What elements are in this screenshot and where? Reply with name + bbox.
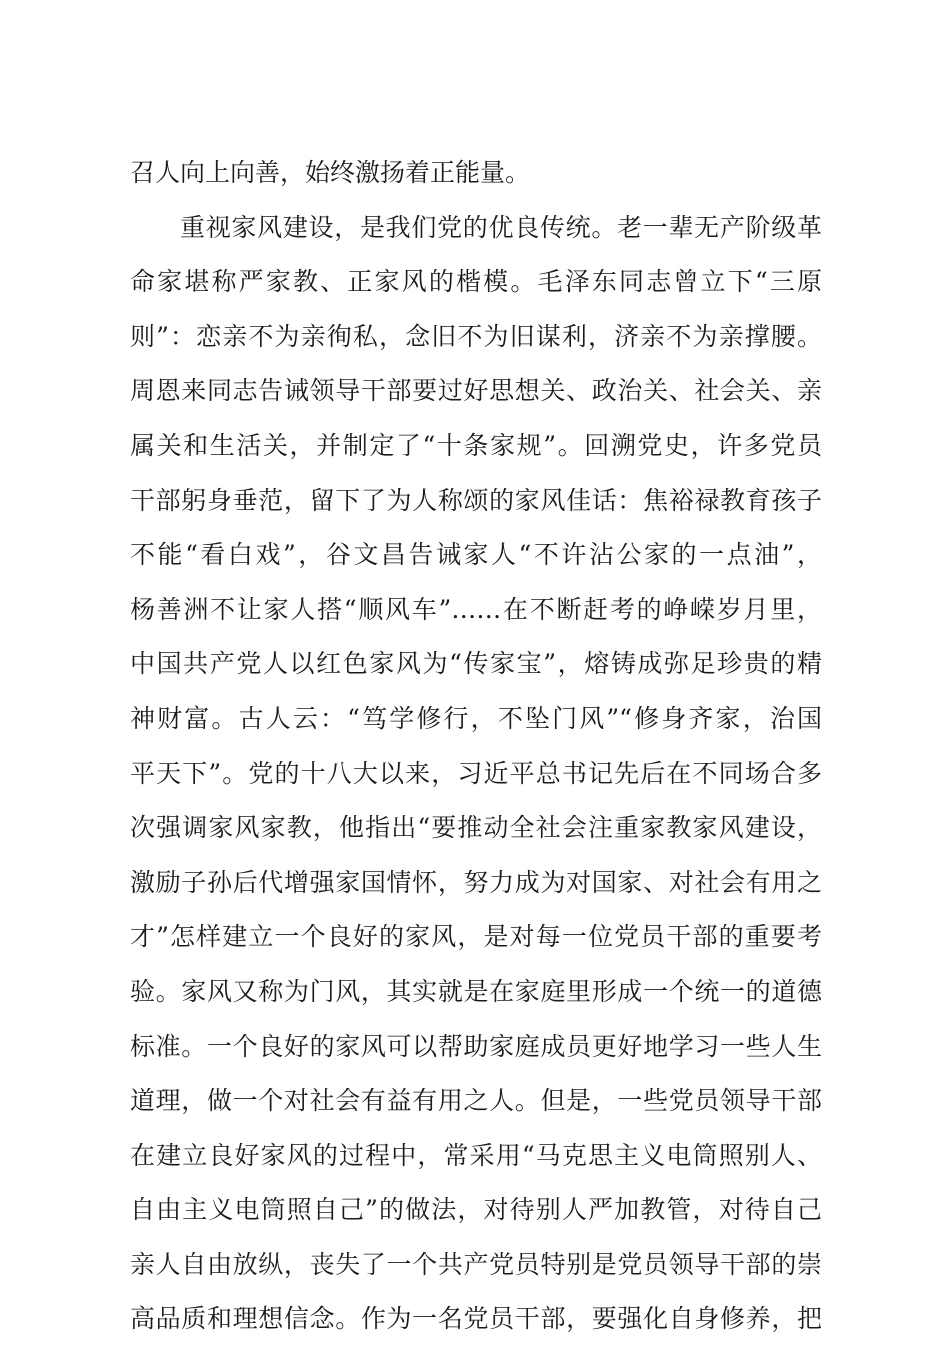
- text-line: 召人向上向善，始终激扬着正能量。: [130, 158, 531, 187]
- body-text: [130, 146, 822, 1347]
- text-line: 神财富。古人云：“笃学修行，不坠门风”“修身齐家，治国: [130, 703, 822, 733]
- text-line: 干部躬身垂范，留下了为人称颂的家风佳话：焦裕禄教育孩子: [130, 485, 822, 515]
- text-line: 验。家风又称为门风，其实就是在家庭里形成一个统一的道德: [130, 976, 822, 1006]
- paragraph-start-line: 重视家风建设，是我们党的优良传统。老一辈无产阶级革: [180, 212, 822, 242]
- text-line: 属关和生活关，并制定了“十条家规”。回溯党史，许多党员: [130, 430, 822, 460]
- text-line: 亲人自由放纵，丧失了一个共产党员特别是党员领导干部的崇: [130, 1249, 822, 1279]
- text-line: 才”怎样建立一个良好的家风，是对每一位党员干部的重要考: [130, 922, 822, 952]
- text-line: 自由主义电筒照自己”的做法，对待别人严加教管，对待自己: [130, 1195, 822, 1225]
- text-line: 在建立良好家风的过程中，常采用“马克思主义电筒照别人、: [130, 1140, 822, 1170]
- text-line: 周恩来同志告诫领导干部要过好思想关、政治关、社会关、亲: [130, 376, 822, 406]
- text-line: 不能“看白戏”，谷文昌告诫家人“不许沾公家的一点油”，: [130, 540, 822, 570]
- text-line: 命家堪称严家教、正家风的楷模。毛泽东同志曾立下“三原: [130, 267, 822, 297]
- text-line: 平天下”。党的十八大以来，习近平总书记先后在不同场合多: [130, 758, 822, 788]
- text-line: 标准。一个良好的家风可以帮助家庭成员更好地学习一些人生: [130, 1031, 822, 1061]
- text-line: 杨善洲不让家人搭“顺风车”……在不断赶考的峥嵘岁月里，: [130, 594, 822, 624]
- text-line: 高品质和理想信念。作为一名党员干部，要强化自身修养，把: [130, 1304, 822, 1334]
- text-line: 道理，做一个对社会有益有用之人。但是，一些党员领导干部: [130, 1086, 822, 1116]
- text-line: 则”：恋亲不为亲徇私，念旧不为旧谋利，济亲不为亲撑腰。: [130, 321, 822, 351]
- text-line: 中国共产党人以红色家风为“传家宝”，熔铸成弥足珍贵的精: [130, 649, 822, 679]
- text-line: 激励子孙后代增强家国情怀，努力成为对国家、对社会有用之: [130, 867, 822, 897]
- text-line: 次强调家风家教，他指出“要推动全社会注重家教家风建设，: [130, 813, 822, 843]
